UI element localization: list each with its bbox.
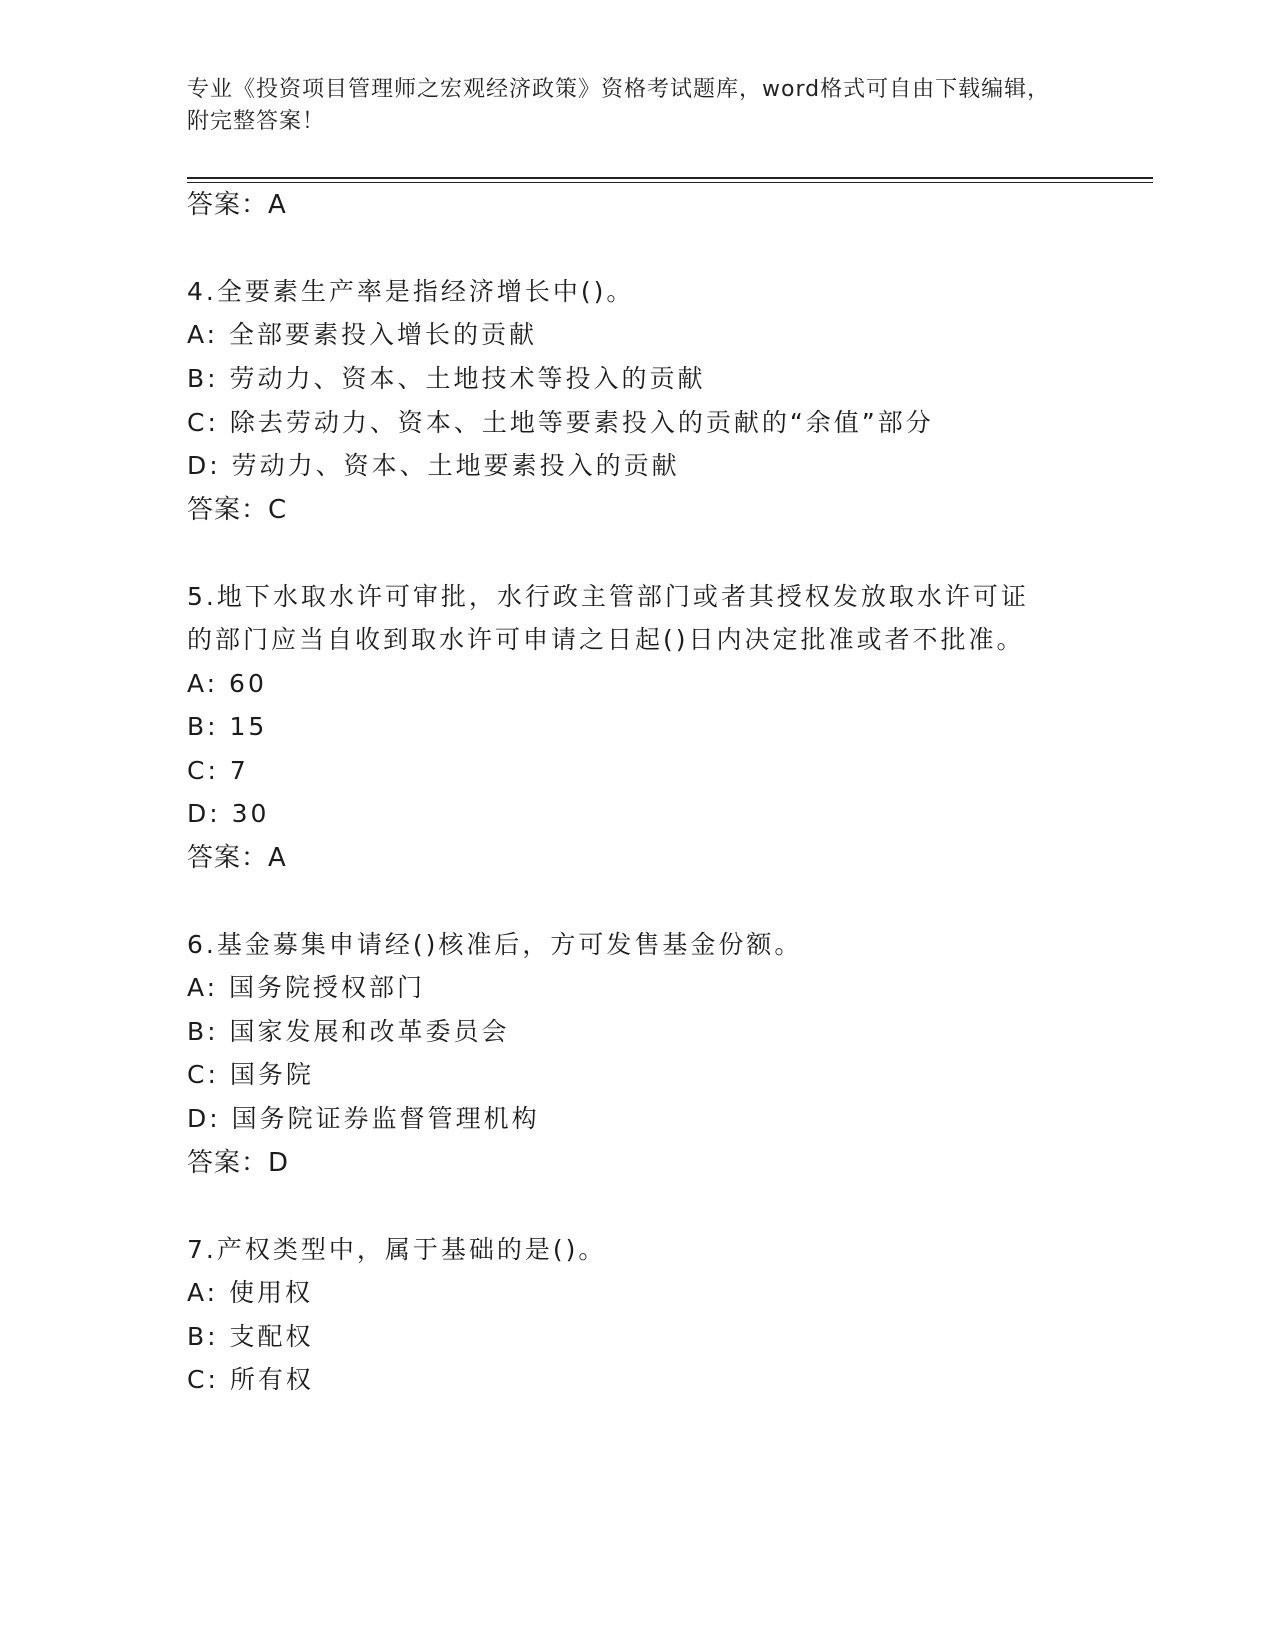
question-option: C: 所有权 (187, 1365, 314, 1394)
question-option: B: 国家发展和改革委员会 (187, 1017, 510, 1046)
question-option: C: 国务院 (187, 1060, 314, 1089)
answer-line: 答案：A (187, 190, 287, 220)
question-option: A: 全部要素投入增长的贡献 (187, 320, 538, 349)
header-divider-thin (187, 182, 1153, 183)
question-option: B: 支配权 (187, 1322, 314, 1351)
header-divider-thick (187, 177, 1153, 179)
question-option: A: 国务院授权部门 (187, 973, 426, 1002)
question-stem: 7.产权类型中，属于基础的是()。 (187, 1235, 607, 1264)
question-option: A: 60 (187, 669, 267, 698)
question-stem: 的部门应当自收到取水许可申请之日起()日内决定批准或者不批准。 (187, 625, 1025, 654)
question-stem: 5.地下水取水许可审批，水行政主管部门或者其授权发放取水许可证 (187, 582, 1029, 611)
question-stem: 6.基金募集申请经()核准后，方可发售基金份额。 (187, 930, 803, 959)
question-option: B: 劳动力、资本、土地技术等投入的贡献 (187, 364, 706, 393)
answer-line: 答案：C (187, 495, 288, 525)
question-option: D: 国务院证券监督管理机构 (187, 1104, 540, 1133)
question-option: C: 除去劳动力、资本、土地等要素投入的贡献的“余值”部分 (187, 408, 934, 437)
question-option: D: 30 (187, 799, 270, 828)
document-description: 专业《投资项目管理师之宏观经济政策》资格考试题库，word格式可自由下载编辑，附完整答案！ (187, 77, 1051, 134)
question-option: A: 使用权 (187, 1278, 314, 1307)
question-option: D: 劳动力、资本、土地要素投入的贡献 (187, 451, 680, 480)
question-option: B: 15 (187, 712, 268, 741)
answer-line: 答案：A (187, 843, 287, 873)
question-option: C: 7 (187, 756, 249, 785)
answer-line: 答案：D (187, 1148, 290, 1178)
question-stem: 4.全要素生产率是指经济增长中()。 (187, 277, 635, 306)
